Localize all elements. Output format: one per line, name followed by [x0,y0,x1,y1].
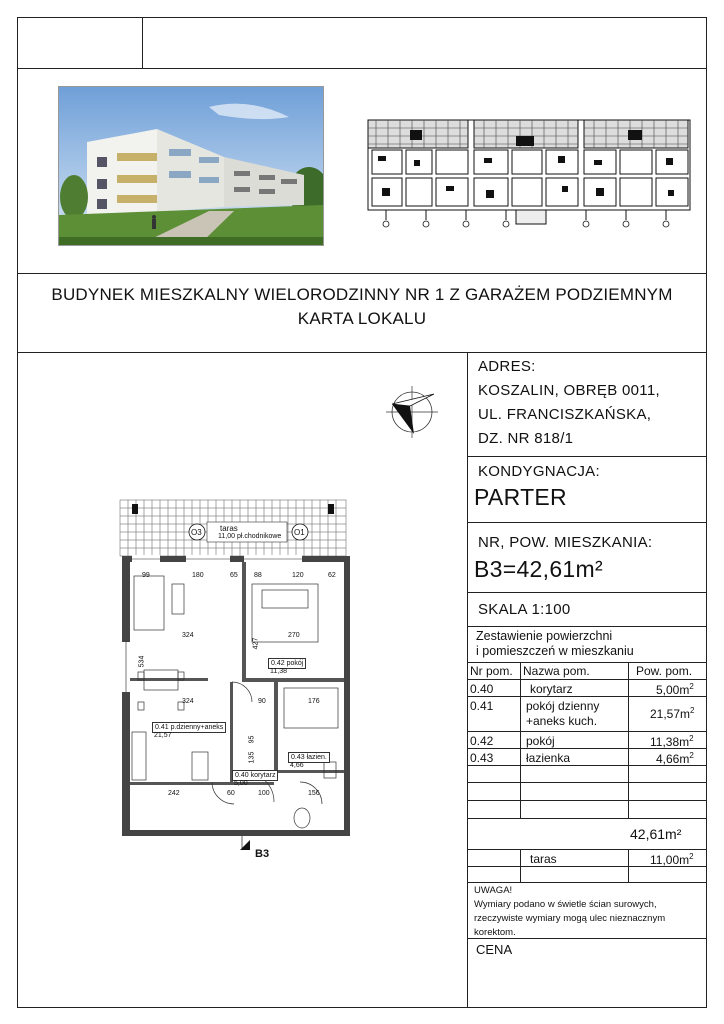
address-line-2: UL. FRANCISZKAŃSKA, [478,406,652,423]
plan-terrace-desc: 11,00 pł.chodnikowe [218,533,282,540]
plan-dim-324a: 324 [182,632,194,639]
scale-divider [467,626,707,627]
plan-dim-270: 270 [288,632,300,639]
plan-dim-242: 242 [168,790,180,797]
note-block [474,884,665,940]
title-line-2: KARTA LOKALU [297,309,427,328]
total-area: 42,61m² [630,826,682,842]
table-row-line [467,679,707,680]
plan-room-041-id: 0.41 p.dzienny+aneks [152,722,226,733]
table-row-nr: 0.42 [470,734,494,748]
table-row-nr: 0.43 [470,751,494,765]
table-caption-line-1: Zestawienie powierzchni [476,629,613,643]
table-row-nr: 0.40 [470,682,494,696]
floor-divider [467,522,707,523]
address-heading: ADRES: [478,358,536,375]
header-divider [17,68,707,69]
plan-dim-top-3: 65 [230,572,238,579]
plan-dim-324b: 324 [182,698,194,705]
table-row-name: korytarz [530,682,573,696]
table-row-area: $11,38m^2$ [650,734,694,749]
plan-room-042-id: 0.42 pokój [268,658,306,669]
table-caption [476,629,634,659]
table-row-nr: 0.41 [470,699,494,713]
plan-dim-176: 176 [308,698,320,705]
table-header-nr: Nr pom. [470,664,513,678]
table-row-area: $21,57m^2$ [650,706,695,721]
plan-dim-95: 95 [248,735,256,744]
table-header-name: Nazwa pom. [523,664,590,678]
table-row-area: $4,66m^2$ [656,751,694,766]
terrace-bottom-line [467,882,707,883]
table-row-line [467,782,707,783]
note-line-2: rzeczywiste wymiary mogą ulec nieznacznym [474,913,666,924]
scale-label: SKALA 1:100 [478,601,571,618]
total-divider [467,849,707,850]
plan-dim-top-5: 120 [292,572,304,579]
address-line-3: DZ. NR 818/1 [478,430,574,447]
terrace-label: taras [530,852,557,866]
table-row-name-cont: +aneks kuch. [526,714,598,728]
images-divider [17,273,707,274]
table-header-area: Pow. pom. [636,664,693,678]
table-row-name: łazienka [526,751,571,765]
plan-terrace-label: taras [220,524,238,533]
title-line-1: BUDYNEK MIESZKALNY WIELORODZINNY NR 1 Z GARAŻEM PODZIEMNYM [51,285,673,304]
plan-room-040-id: 0.40 korytarz [232,770,278,781]
apartment-floor-plan [112,492,360,862]
note-line-3: korektom. [474,927,516,938]
address-line-1: KOSZALIN, OBRĘB 0011, [478,382,660,399]
plan-dim-top-2: 180 [192,572,204,579]
info-column-divider [467,352,468,1008]
floor-value: PARTER [474,484,567,510]
plan-unit-label: B3 [255,848,270,860]
plan-dim-534: 534 [138,655,146,668]
north-arrow-icon [384,384,440,440]
apartment-value: B3=42,61m² [474,556,603,582]
address-divider [467,456,707,457]
plan-room-040-area: 5,00 [234,780,248,787]
plan-dim-top-1: 99 [142,572,150,579]
plan-axis-right: O1 [294,528,305,537]
plan-dim-top-6: 62 [328,572,336,579]
note-divider [467,938,707,939]
table-bottom-line [467,818,707,819]
plan-dim-427: 427 [252,637,260,650]
apartment-divider [467,592,707,593]
table-caption-line-2: i pomieszczeń w mieszkaniu [476,644,634,658]
plan-room-042-area: 11,38 [270,668,287,675]
plan-room-043-area: 4,66 [290,762,304,769]
floor-label: KONDYGNACJA: [478,463,600,480]
apartment-label: NR, POW. MIESZKANIA: [478,534,653,551]
note-line-1: Wymiary podano w świetle ścian surowych, [474,899,657,910]
price-label: CENA [476,942,513,957]
note-heading: UWAGA! [474,885,513,896]
table-col-divider-1 [520,662,521,818]
plan-axis-left: O3 [191,528,202,537]
document-title [17,283,707,331]
title-divider [17,352,707,353]
table-col-divider-2 [628,662,629,818]
table-row-line [467,731,707,732]
table-row-area: $5,00m^2$ [656,682,694,697]
plan-dim-135: 135 [248,751,256,764]
terrace-area: $11,00m^2$ [650,852,694,867]
plan-room-041-area: 21,57 [154,732,172,739]
plan-dim-100: 100 [258,790,270,797]
plan-dim-156: 156 [308,790,320,797]
table-header-top [467,662,707,663]
header-cell-divider [142,17,143,68]
table-row-name: pokój [526,734,555,748]
table-row-line [467,800,707,801]
floor-layout-site-plan [366,116,694,232]
plan-dim-top-4: 88 [254,572,262,579]
plan-dim-60: 60 [227,790,235,797]
plan-dim-90: 90 [258,698,266,705]
table-row-name: pokój dzienny [526,699,600,713]
building-rendering-image [58,86,324,246]
plan-room-043-id: 0.43 łazien. [288,752,330,763]
